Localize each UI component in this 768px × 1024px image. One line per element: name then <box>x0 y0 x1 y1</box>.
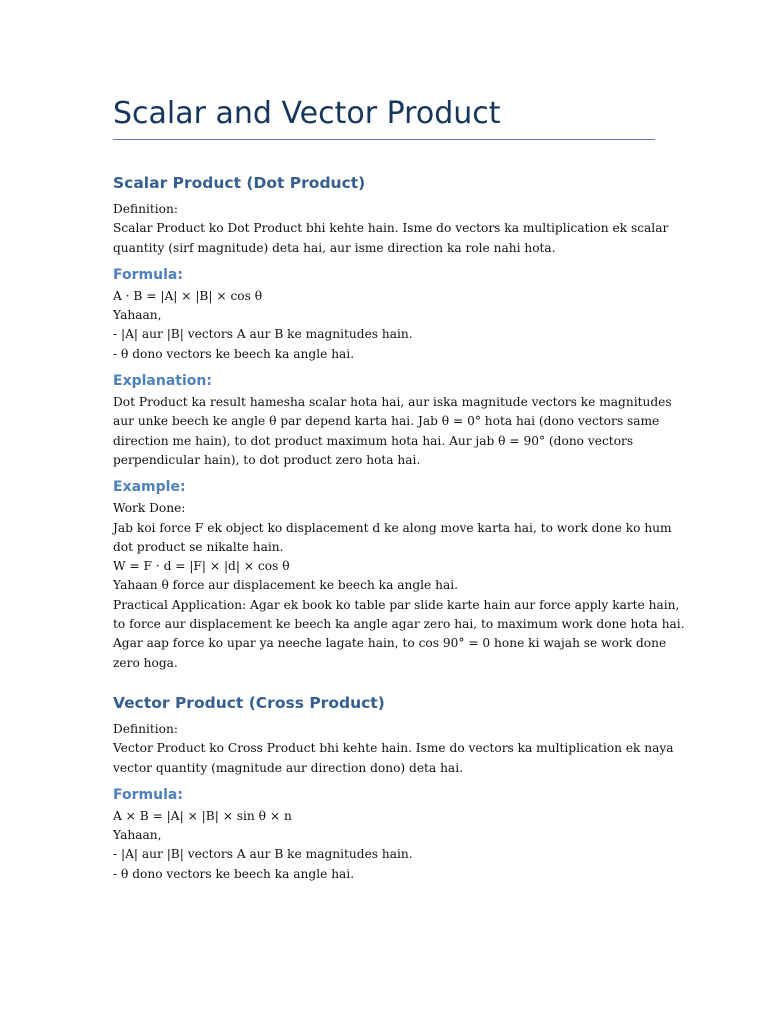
body-line: zero hoga. <box>113 655 178 670</box>
subsection-heading: Explanation: <box>113 373 212 390</box>
body-line: Practical Application: Agar ek book ko table par slide karte hain aur force apply karte hain, <box>113 597 680 612</box>
section-vector-product <box>113 690 674 884</box>
subsection-explanation <box>113 369 672 470</box>
body-line: Yahaan θ force aur displacement ke beech ka angle hai. <box>113 578 458 593</box>
subsection-heading: Example: <box>113 479 186 496</box>
body-line: Work Done: <box>113 501 186 516</box>
body-line: aur unke beech ke angle θ par depend karta hai. Jab θ = 0° hota hai (dono vectors same <box>113 414 660 429</box>
definition-text-line: Vector Product ko Cross Product bhi kehte hain. Isme do vectors ka multiplication ek naya <box>113 741 674 756</box>
subsection-formula <box>113 263 658 364</box>
body-line: Yahaan, <box>113 308 162 323</box>
body-line: to force aur displacement ke beech ka angle agar zero hai, to maximum work done hota hai. <box>113 617 685 632</box>
formula-line: A × B = |A| × |B| × sin θ × n <box>113 808 292 823</box>
formula-line: W = F · d = |F| × |d| × cos θ <box>113 559 290 574</box>
definition-text-line: vector quantity (magnitude aur direction dono) deta hai. <box>113 760 463 775</box>
title-underline <box>113 139 655 140</box>
body-line: Jab koi force F ek object ko displacement d ke along move karta hai, to work done ko hum <box>113 520 672 535</box>
section-heading: Vector Product (Cross Product) <box>113 693 385 712</box>
document-title: Scalar and Vector Product <box>113 96 501 131</box>
body-line: Dot Product ka result hamesha scalar hota hai, aur iska magnitude vectors ke magnitudes <box>113 395 672 410</box>
formula-line: A · B = |A| × |B| × cos θ <box>113 288 263 303</box>
body-line: - θ dono vectors ke beech ka angle hai. <box>113 866 355 881</box>
subsection-heading: Formula: <box>113 266 183 283</box>
section-scalar-product <box>113 170 685 673</box>
subsection-example <box>113 475 685 673</box>
definition-label: Definition: <box>113 721 178 736</box>
definition-text-line: Scalar Product ko Dot Product bhi kehte hain. Isme do vectors ka multiplication ek scalar <box>113 221 669 236</box>
definition-text-line: quantity (sirf magnitude) deta hai, aur isme direction ka role nahi hota. <box>113 240 556 255</box>
body-line: dot product se nikalte hain. <box>113 539 284 554</box>
subsection-formula <box>113 783 658 884</box>
body-line: - θ dono vectors ke beech ka angle hai. <box>113 346 355 361</box>
body-line: perpendicular hain), to dot product zero hota hai. <box>113 452 421 467</box>
body-line: Yahaan, <box>113 828 162 843</box>
definition-label: Definition: <box>113 202 178 216</box>
document-body <box>113 170 685 884</box>
body-line: - |A| aur |B| vectors A aur B ke magnitudes hain. <box>113 327 413 342</box>
section-heading: Scalar Product (Dot Product) <box>113 174 366 192</box>
body-line: - |A| aur |B| vectors A aur B ke magnitudes hain. <box>113 847 413 862</box>
body-line: direction me hain), to dot product maximum hota hai. Aur jab θ = 90° (dono vectors <box>113 433 634 448</box>
body-line: Agar aap force ko upar ya neeche lagate hain, to cos 90° = 0 hone ki wajah se work done <box>113 636 667 651</box>
subsection-heading: Formula: <box>113 786 183 803</box>
